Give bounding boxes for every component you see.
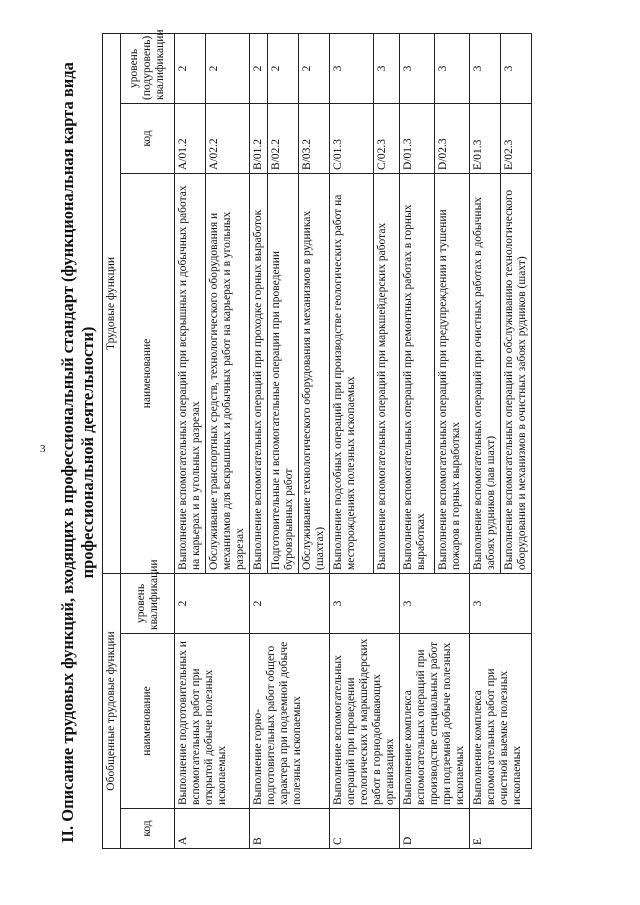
function-code: D/02.3 bbox=[435, 103, 470, 173]
function-code: B/02.2 bbox=[268, 103, 299, 173]
function-level-header: уровень (подуровень) квалификации bbox=[121, 33, 175, 103]
group-level: 3 bbox=[330, 573, 400, 633]
function-code: E/01.3 bbox=[470, 103, 501, 173]
group-code: E bbox=[470, 809, 532, 849]
function-level: 3 bbox=[501, 33, 532, 103]
function-code: A/02.2 bbox=[206, 103, 250, 173]
function-code: C/01.3 bbox=[330, 103, 374, 173]
function-level: 3 bbox=[374, 33, 400, 103]
function-name: Подготовительные и вспомогательные операции при проведении буровзрывных работ bbox=[268, 173, 299, 573]
group-name: Выполнение комплекса вспомогательных операций при производстве специальных работ при подземной добыче полезных ископаемых bbox=[400, 634, 470, 809]
function-level: 3 bbox=[435, 33, 470, 103]
function-name: Выполнение вспомогательных операций при маркшейдерских работах bbox=[374, 173, 400, 573]
group-code: D bbox=[400, 809, 470, 849]
function-level: 3 bbox=[330, 33, 374, 103]
group-level: 2 bbox=[175, 573, 250, 633]
table-row bbox=[470, 33, 501, 848]
table-row bbox=[400, 33, 435, 848]
function-code: B/03.2 bbox=[299, 103, 330, 173]
function-code: A/01.2 bbox=[175, 103, 206, 173]
function-name: Обслуживание технологического оборудования и механизмов в рудниках (шахтах) bbox=[299, 173, 330, 573]
section-title-line-1: II. Описание трудовых функций, входящих в профессиональный стандарт (функциональная карта вида bbox=[58, 62, 77, 843]
function-name: Выполнение вспомогательных операций по обслуживанию технологического оборудования и механизмов в очистных забоях рудников (шахт) bbox=[501, 173, 532, 573]
section-title bbox=[58, 0, 98, 905]
group-name: Выполнение подготовительных и вспомогательных работ при открытой добыче полезных ископаемых bbox=[175, 634, 250, 809]
level-header: уровень квалификации bbox=[121, 573, 175, 633]
page-number: 3 bbox=[40, 443, 46, 455]
group-code: A bbox=[175, 809, 250, 849]
group-code: B bbox=[250, 809, 330, 849]
function-code-header: код bbox=[121, 103, 175, 173]
function-code: C/02.3 bbox=[374, 103, 400, 173]
section-title-line-2: профессиональной деятельности) bbox=[78, 326, 97, 579]
function-level: 2 bbox=[268, 33, 299, 103]
function-name: Выполнение вспомогательных операций при вскрышных и добычных работах на карьерах и в угольных разрезах bbox=[175, 173, 206, 573]
function-name: Выполнение вспомогательных операций при предупреждении и тушении пожаров в горных выработках bbox=[435, 173, 470, 573]
table-row bbox=[330, 33, 374, 848]
function-name: Выполнение вспомогательных операций при ремонтных работах в горных выработках bbox=[400, 173, 435, 573]
group-name: Выполнение комплекса вспомогательных работ при очистной выемке полезных ископаемых bbox=[470, 634, 532, 809]
group-level: 3 bbox=[400, 573, 470, 633]
function-code: B/01.2 bbox=[250, 103, 268, 173]
function-level: 2 bbox=[250, 33, 268, 103]
table-row bbox=[250, 33, 268, 848]
group-name: Выполнение горно-подготовительных работ общего характера при подземной добыче полезных ископаемых bbox=[250, 634, 330, 809]
name-header: наименование bbox=[121, 634, 175, 809]
generalized-functions-header: Обобщенные трудовые функции bbox=[103, 573, 121, 848]
function-name-header: наименование bbox=[121, 173, 175, 573]
group-code: C bbox=[330, 809, 400, 849]
function-name: Выполнение подсобных операций при производстве геологических работ на месторождениях полезных ископаемых bbox=[330, 173, 374, 573]
function-level: 2 bbox=[175, 33, 206, 103]
function-level: 3 bbox=[400, 33, 435, 103]
function-name: Выполнение вспомогательных операций при очистных работах в добычных забоях рудников (лав шахт) bbox=[470, 173, 501, 573]
function-level: 2 bbox=[299, 33, 330, 103]
function-level: 3 bbox=[470, 33, 501, 103]
labor-functions-header: Трудовые функции bbox=[103, 33, 121, 573]
function-name: Выполнение вспомогательных операций при проходке горных выработок bbox=[250, 173, 268, 573]
function-name: Обслуживание транспортных средств, технологического оборудования и механизмов для вскрышных и добычных работ на карьерах и в угольных разрезах bbox=[206, 173, 250, 573]
group-level: 3 bbox=[470, 573, 532, 633]
code-header: код bbox=[121, 809, 175, 849]
group-level: 2 bbox=[250, 573, 330, 633]
function-code: E/02.3 bbox=[501, 103, 532, 173]
table-row bbox=[175, 33, 206, 848]
function-code: D/01.3 bbox=[400, 103, 435, 173]
group-name: Выполнение вспомогательных операций при проведении геологических и маркшейдерских работ в горнодобывающих организациях bbox=[330, 634, 400, 809]
functional-map-table bbox=[102, 29, 532, 849]
function-level: 2 bbox=[206, 33, 250, 103]
